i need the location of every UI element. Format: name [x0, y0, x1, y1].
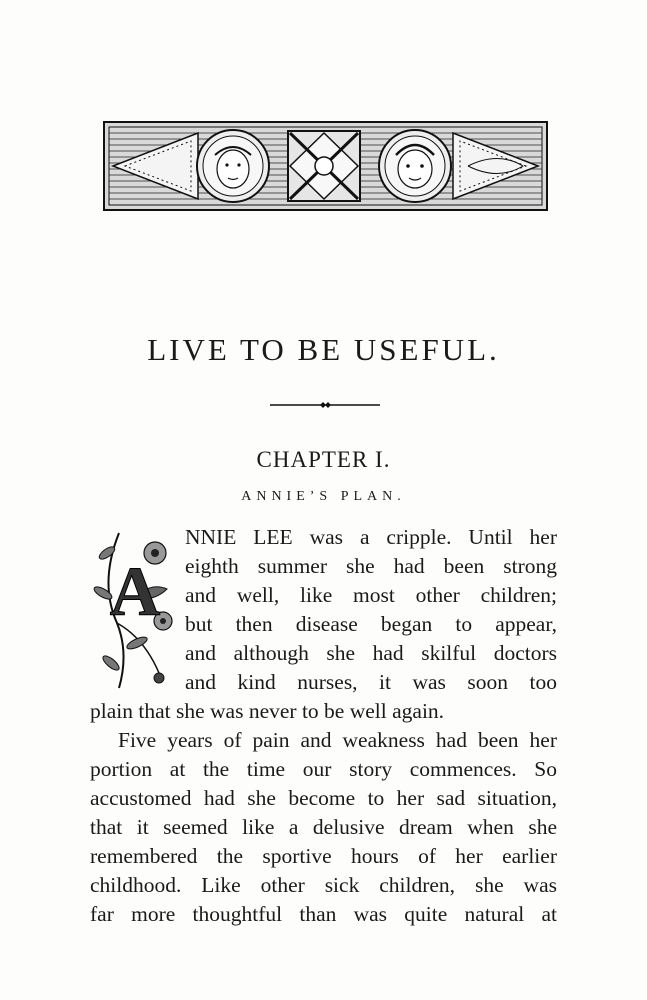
body-line: plain that she was never to be well again. — [90, 699, 445, 723]
body-line: far more thoughtful than was quite natural at — [90, 902, 557, 926]
body-line: portion at the time our story commences. So — [90, 757, 557, 781]
dropcap-a-ornament — [89, 523, 181, 695]
body-line: and although she had skilful doctors — [185, 641, 557, 665]
body-line: that it seemed like a delusive dream when she — [90, 815, 557, 839]
body-line: and well, like most other children; — [185, 583, 557, 607]
body-line: but then disease began to appear, — [185, 612, 557, 636]
body-line: eighth summer she had been strong — [185, 554, 557, 578]
body-line: remembered the sportive hours of her earlier — [90, 844, 557, 868]
chapter-heading: CHAPTER I. — [256, 447, 391, 472]
dropcap-letter: A — [109, 554, 161, 631]
book-title: LIVE TO BE USEFUL. — [147, 332, 500, 367]
chapter-subtitle: ANNIE’S PLAN. — [241, 489, 406, 504]
body-line: childhood. Like other sick children, she was — [90, 873, 557, 897]
body-line: Five years of pain and weakness had been her — [118, 728, 557, 752]
body-line: accustomed had she become to her sad situation, — [90, 786, 557, 810]
headpiece-ornament — [103, 121, 548, 211]
body-line: NNIE LEE was a cripple. Until her — [185, 525, 557, 549]
body-line: and kind nurses, it was soon too — [185, 670, 557, 694]
title-rule — [270, 398, 380, 412]
